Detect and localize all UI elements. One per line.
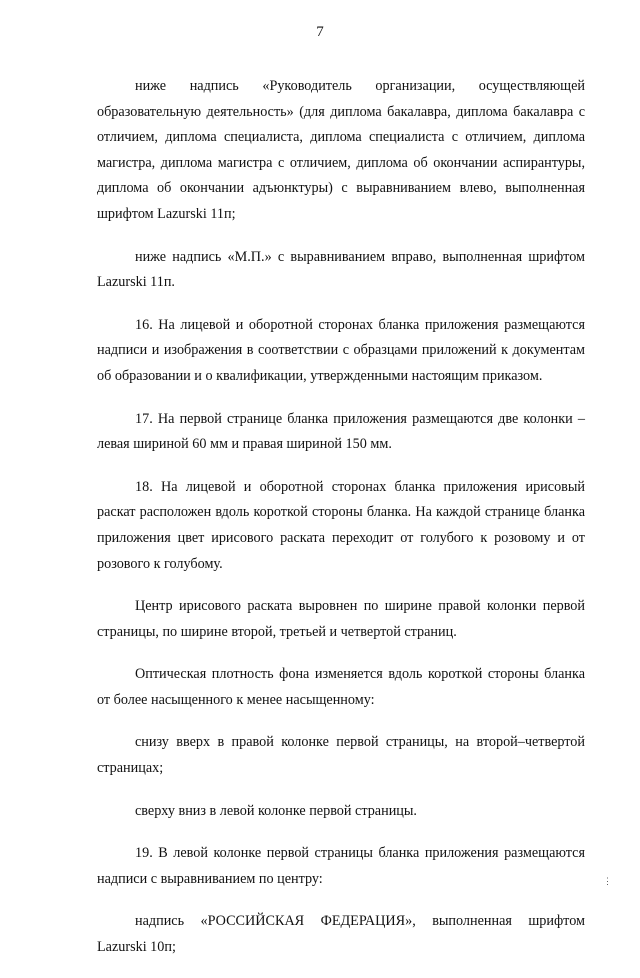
paragraph-19: 19. В левой колонке первой страницы бланка приложения размещаются надписи с выравниванием по центру: — [97, 845, 585, 887]
paragraph-top-down: сверху вниз в левой колонке первой страницы. — [135, 802, 417, 819]
paragraph-bottom-up: снизу вверх в правой колонке первой страницы, на второй–четвертой страницах; — [97, 734, 585, 777]
paragraph-17: 17. На первой странице бланка приложения размещаются две колонки – левая шириной 60 мм и правая шириной 150 мм. — [97, 410, 585, 453]
paragraph-iris-center: Центр ирисового раската выровнен по ширине правой колонки первой страницы, по ширине второй, третьей и четвертой страниц. — [97, 598, 585, 640]
paragraph-stamp-line: ниже надпись «М.П.» с выравниванием вправо, выполненная шрифтом Lazurski 11п. — [97, 248, 585, 291]
paragraph-optical-density: Оптическая плотность фона изменяется вдоль короткой стороны бланка от более насыщенного к менее насыщенному: — [97, 666, 585, 708]
page-number: 7 — [316, 24, 324, 40]
scan-mark: ⋮ — [603, 876, 612, 886]
paragraph-16: 16. На лицевой и оборотной сторонах бланка приложения размещаются надписи и изображения в соответствии с образцами приложений к документам об образовании и о квалификации, утвержденными настоящим приказом. — [97, 316, 585, 384]
paragraph-signature-line: ниже надпись «Руководитель организации, осуществляющей образовательную деятельность» (для диплома бакалавра, диплома бакалавра с отличием, диплома специалиста, диплома специалиста с отличием, диплома магистра, диплома магистра с отличием, диплома об окончании аспирантуры, диплома об окончании адъюнктуры) с выравниванием влево, выполненная шрифтом Lazurski 11п; — [97, 78, 585, 222]
paragraph-18: 18. На лицевой и оборотной сторонах бланка приложения ирисовый раскат расположен вдоль короткой стороны бланка. На каждой странице бланка приложения цвет ирисового раската переходит от голубого к розовому и от розового к голубому. — [97, 478, 585, 572]
paragraph-russian-federation: надпись «РОССИЙСКАЯ ФЕДЕРАЦИЯ», выполненная шрифтом Lazurski 10п; — [97, 913, 585, 956]
document-body — [97, 74, 585, 978]
